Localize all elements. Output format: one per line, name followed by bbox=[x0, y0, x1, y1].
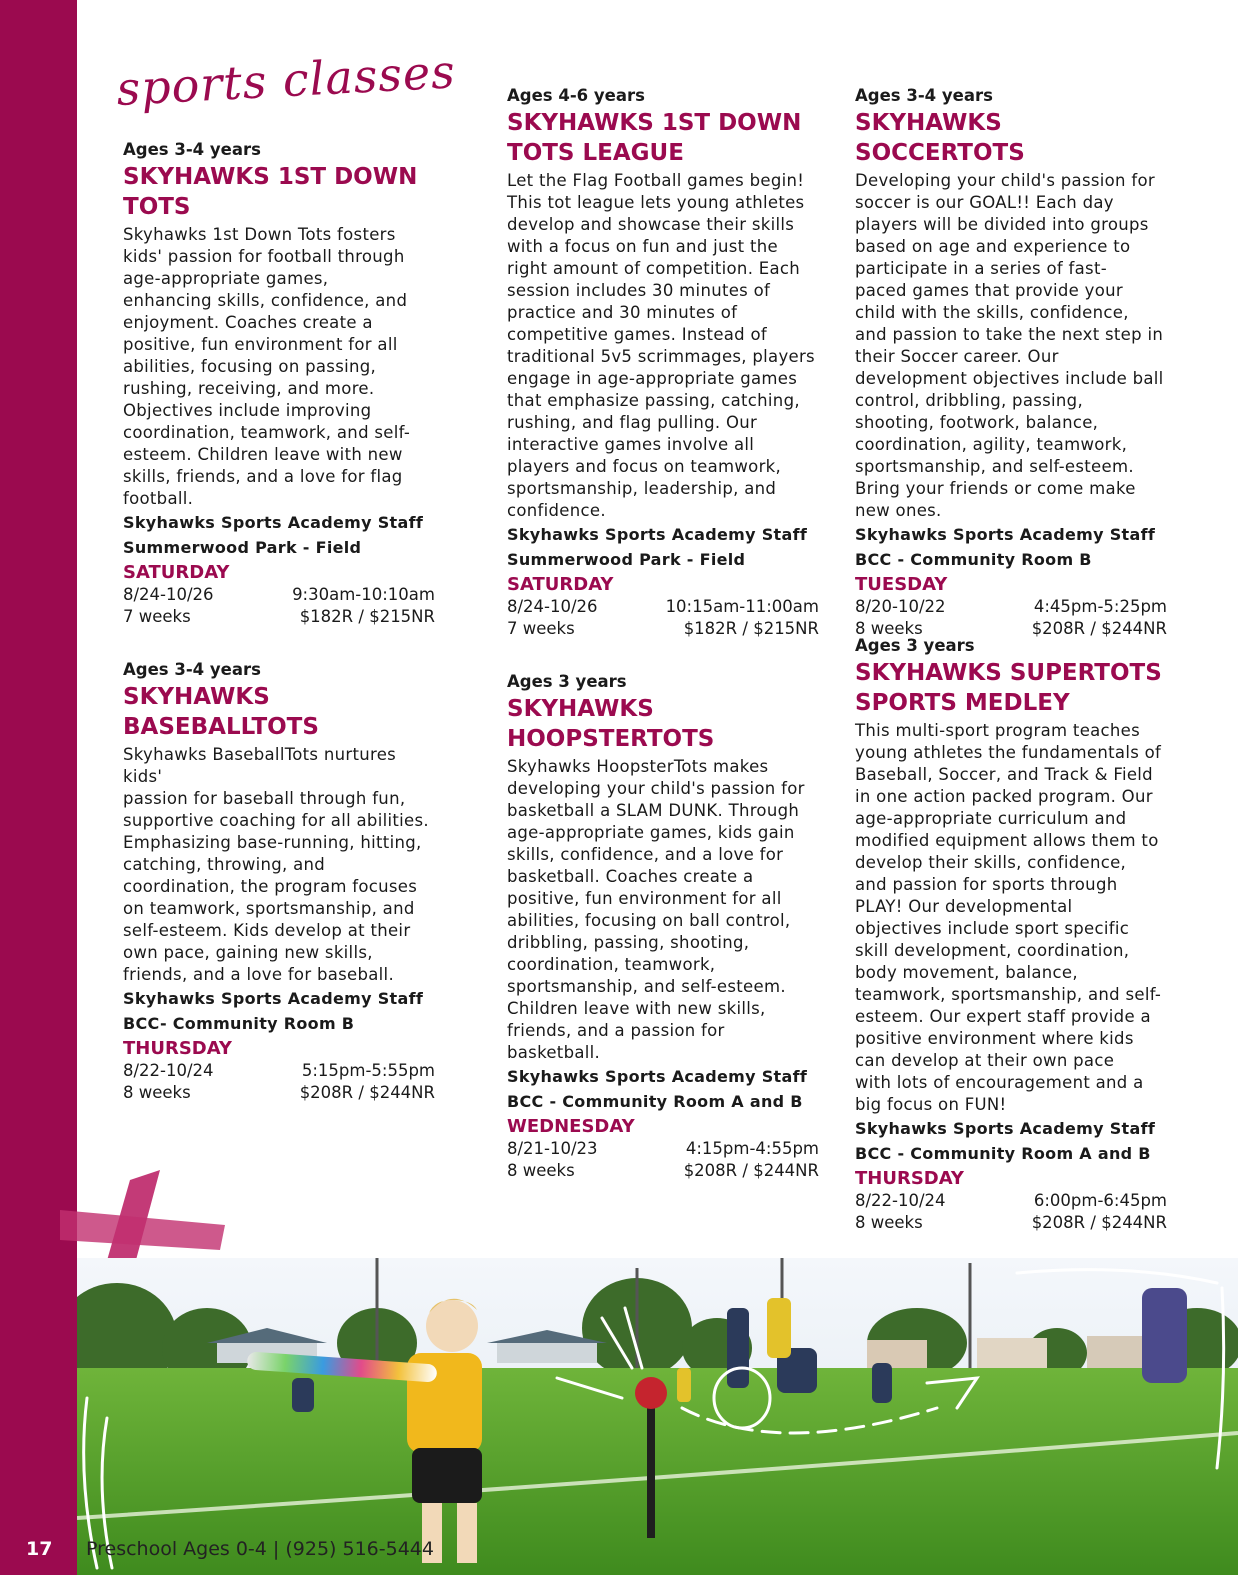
description-line: This multi-sport program teaches bbox=[855, 721, 1141, 740]
description-line: rushing, and flag pulling. Our bbox=[507, 413, 758, 432]
description-line: big focus on FUN! bbox=[855, 1095, 1007, 1114]
price-row bbox=[507, 618, 819, 640]
class-staff: Skyhawks Sports Academy Staff bbox=[855, 525, 1156, 544]
description-line: participate in a series of fast- bbox=[855, 259, 1107, 278]
class-name-line: SPORTS MEDLEY bbox=[855, 690, 1070, 716]
description-line: age-appropriate curriculum and bbox=[855, 809, 1127, 828]
description-line: This tot league lets young athletes bbox=[507, 193, 805, 212]
schedule-row bbox=[507, 596, 819, 618]
class-weeks: 8 weeks bbox=[123, 1083, 191, 1102]
description-line: development objectives include ball bbox=[855, 369, 1164, 388]
page-number: 17 bbox=[26, 1538, 53, 1560]
class-day: SATURDAY bbox=[123, 562, 230, 583]
description-line: developing your child's passion for bbox=[507, 779, 805, 798]
description-line: players will be divided into groups bbox=[855, 215, 1149, 234]
description-line: Skyhawks 1st Down Tots fosters bbox=[123, 225, 396, 244]
description-line: coordination, teamwork, and self- bbox=[123, 423, 411, 442]
class-weeks: 8 weeks bbox=[855, 619, 923, 638]
class-name bbox=[855, 108, 1167, 168]
description-line: modified equipment allows them to bbox=[855, 831, 1159, 850]
class-name-line: SKYHAWKS bbox=[507, 696, 654, 722]
schedule-row bbox=[507, 1138, 819, 1160]
description-line: Baseball, Soccer, and Track & Field bbox=[855, 765, 1153, 784]
description-line: coordination, the program focuses bbox=[123, 877, 418, 896]
schedule-row bbox=[123, 1060, 435, 1082]
description-line: traditional 5v5 scrimmages, players bbox=[507, 347, 815, 366]
description-line: friends, and a passion for bbox=[507, 1021, 725, 1040]
description-line: their Soccer career. Our bbox=[855, 347, 1059, 366]
description-line: enjoyment. Coaches create a bbox=[123, 313, 373, 332]
class-day: WEDNESDAY bbox=[507, 1116, 635, 1137]
class-weeks: 8 weeks bbox=[855, 1213, 923, 1232]
class-card bbox=[507, 86, 819, 640]
description-line: confidence. bbox=[507, 501, 606, 520]
description-line: engage in age-appropriate games bbox=[507, 369, 798, 388]
class-dates: 8/22-10/24 bbox=[123, 1061, 214, 1080]
description-line: soccer is our GOAL!! Each day bbox=[855, 193, 1114, 212]
class-location: Summerwood Park - Field bbox=[123, 538, 362, 557]
column-right bbox=[855, 86, 1167, 1236]
class-weeks: 8 weeks bbox=[507, 1161, 575, 1180]
description-line: on teamwork, sportsmanship, and bbox=[123, 899, 415, 918]
description-line: practice and 30 minutes of bbox=[507, 303, 738, 322]
description-line: friends, and a love for baseball. bbox=[123, 965, 394, 984]
description-line: Developing your child's passion for bbox=[855, 171, 1155, 190]
description-line: passion for baseball through fun, bbox=[123, 789, 406, 808]
schedule-row bbox=[123, 584, 435, 606]
class-name bbox=[855, 658, 1167, 718]
description-line: positive, fun environment for all bbox=[123, 335, 398, 354]
schedule-row bbox=[855, 596, 1167, 618]
schedule-row bbox=[855, 1190, 1167, 1212]
description-line: football. bbox=[123, 489, 194, 508]
class-name-line: TOTS bbox=[123, 194, 191, 220]
description-line: Bring your friends or come make bbox=[855, 479, 1136, 498]
class-location: BCC - Community Room A and B bbox=[507, 1092, 803, 1111]
description-line: Objectives include improving bbox=[123, 401, 372, 420]
class-day: THURSDAY bbox=[855, 1168, 964, 1189]
description-line: basketball. Coaches create a bbox=[507, 867, 754, 886]
price-row bbox=[123, 606, 435, 628]
class-age: Ages 4-6 years bbox=[507, 86, 645, 105]
class-name bbox=[123, 682, 435, 742]
description-line: PLAY! Our developmental bbox=[855, 897, 1073, 916]
class-age: Ages 3 years bbox=[507, 672, 627, 691]
class-price: $208R / $244NR bbox=[1031, 619, 1167, 638]
page-title: sports classes bbox=[115, 44, 457, 117]
description-line: session includes 30 minutes of bbox=[507, 281, 771, 300]
class-name bbox=[123, 162, 435, 222]
description-line: coordination, teamwork, bbox=[507, 955, 716, 974]
footer-contact: Preschool Ages 0-4 | (925) 516-5444 bbox=[86, 1538, 434, 1560]
description-line: own pace, gaining new skills, bbox=[123, 943, 373, 962]
description-line: Skyhawks BaseballTots nurtures kids' bbox=[123, 745, 397, 786]
class-day: SATURDAY bbox=[507, 574, 614, 595]
class-description bbox=[855, 170, 1167, 522]
class-weeks: 7 weeks bbox=[507, 619, 575, 638]
sidebar-band bbox=[0, 0, 77, 1575]
class-age: Ages 3-4 years bbox=[123, 660, 261, 679]
description-line: coordination, agility, teamwork, bbox=[855, 435, 1128, 454]
tee-ball-photo bbox=[77, 1258, 1238, 1575]
description-line: interactive games involve all bbox=[507, 435, 755, 454]
class-name-line: SKYHAWKS SOCCERTOTS bbox=[855, 110, 1025, 166]
description-line: body movement, balance, bbox=[855, 963, 1078, 982]
description-line: develop and showcase their skills bbox=[507, 215, 795, 234]
description-line: with a focus on fun and just the bbox=[507, 237, 778, 256]
class-age: Ages 3 years bbox=[855, 636, 975, 655]
description-line: positive environment where kids bbox=[855, 1029, 1134, 1048]
description-line: teamwork, sportsmanship, and self- bbox=[855, 985, 1162, 1004]
class-description bbox=[123, 224, 435, 510]
description-line: Skyhawks HoopsterTots makes bbox=[507, 757, 769, 776]
description-line: players and focus on teamwork, bbox=[507, 457, 782, 476]
class-price: $182R / $215NR bbox=[683, 619, 819, 638]
description-line: esteem. Children leave with new bbox=[123, 445, 403, 464]
description-line: objectives include sport specific bbox=[855, 919, 1130, 938]
description-line: and passion for sports through bbox=[855, 875, 1118, 894]
description-line: self-esteem. Kids develop at their bbox=[123, 921, 411, 940]
description-line: shooting, footwork, balance, bbox=[855, 413, 1099, 432]
price-row bbox=[507, 1160, 819, 1182]
description-line: age-appropriate games, bbox=[123, 269, 329, 288]
description-line: sportsmanship, and self-esteem. bbox=[855, 457, 1134, 476]
class-staff: Skyhawks Sports Academy Staff bbox=[855, 1119, 1156, 1138]
class-price: $208R / $244NR bbox=[299, 1083, 435, 1102]
description-line: competitive games. Instead of bbox=[507, 325, 768, 344]
class-name-line: TOTS LEAGUE bbox=[507, 140, 684, 166]
description-line: child with the skills, confidence, bbox=[855, 303, 1129, 322]
class-card bbox=[855, 636, 1167, 1234]
description-line: age-appropriate games, kids gain bbox=[507, 823, 795, 842]
column-middle bbox=[507, 86, 819, 1186]
class-staff: Skyhawks Sports Academy Staff bbox=[507, 525, 808, 544]
description-line: dribbling, passing, shooting, bbox=[507, 933, 750, 952]
class-price: $182R / $215NR bbox=[299, 607, 435, 626]
class-name-line: SKYHAWKS bbox=[123, 684, 270, 710]
class-name-line: SKYHAWKS 1ST DOWN bbox=[123, 164, 418, 190]
class-staff: Skyhawks Sports Academy Staff bbox=[507, 1067, 808, 1086]
description-line: Let the Flag Football games begin! bbox=[507, 171, 805, 190]
class-weeks: 7 weeks bbox=[123, 607, 191, 626]
description-line: Children leave with new skills, bbox=[507, 999, 766, 1018]
class-day: THURSDAY bbox=[123, 1038, 232, 1059]
description-line: develop their skills, confidence, bbox=[855, 853, 1127, 872]
class-staff: Skyhawks Sports Academy Staff bbox=[123, 989, 424, 1008]
description-line: Emphasizing base-running, hitting, bbox=[123, 833, 422, 852]
description-line: young athletes the fundamentals of bbox=[855, 743, 1162, 762]
class-day: TUESDAY bbox=[855, 574, 948, 595]
class-name-line: BASEBALLTOTS bbox=[123, 714, 319, 740]
class-name bbox=[507, 108, 819, 168]
description-line: sportsmanship, leadership, and bbox=[507, 479, 777, 498]
class-name-line: SKYHAWKS SUPERTOTS bbox=[855, 660, 1162, 686]
class-description bbox=[507, 756, 819, 1064]
description-line: and passion to take the next step in bbox=[855, 325, 1164, 344]
description-line: rushing, receiving, and more. bbox=[123, 379, 375, 398]
description-line: right amount of competition. Each bbox=[507, 259, 801, 278]
class-time: 4:15pm-4:55pm bbox=[685, 1139, 819, 1158]
description-line: catching, throwing, and bbox=[123, 855, 326, 874]
class-dates: 8/20-10/22 bbox=[855, 597, 946, 616]
class-price: $208R / $244NR bbox=[1031, 1213, 1167, 1232]
class-description bbox=[507, 170, 819, 522]
photo-scene bbox=[77, 1258, 1238, 1575]
class-dates: 8/24-10/26 bbox=[123, 585, 214, 604]
description-line: basketball. bbox=[507, 1043, 601, 1062]
description-line: skills, confidence, and a love for bbox=[507, 845, 784, 864]
description-line: supportive coaching for all abilities. bbox=[123, 811, 429, 830]
class-dates: 8/21-10/23 bbox=[507, 1139, 598, 1158]
description-line: skill development, coordination, bbox=[855, 941, 1130, 960]
class-time: 10:15am-11:00am bbox=[665, 597, 819, 616]
class-card bbox=[507, 672, 819, 1182]
description-line: that emphasize passing, catching, bbox=[507, 391, 800, 410]
class-location: BCC - Community Room B bbox=[855, 550, 1092, 569]
description-line: abilities, focusing on ball control, bbox=[507, 911, 791, 930]
description-line: in one action packed program. Our bbox=[855, 787, 1153, 806]
price-row bbox=[123, 1082, 435, 1104]
class-name-line: HOOPSTERTOTS bbox=[507, 726, 715, 752]
description-line: abilities, focusing on passing, bbox=[123, 357, 377, 376]
description-line: enhancing skills, confidence, and bbox=[123, 291, 408, 310]
column-left bbox=[123, 140, 435, 1190]
description-line: based on age and experience to bbox=[855, 237, 1131, 256]
class-staff: Skyhawks Sports Academy Staff bbox=[123, 513, 424, 532]
class-time: 5:15pm-5:55pm bbox=[301, 1061, 435, 1080]
class-location: BCC- Community Room B bbox=[123, 1014, 355, 1033]
description-line: new ones. bbox=[855, 501, 942, 520]
description-line: esteem. Our expert staff provide a bbox=[855, 1007, 1151, 1026]
class-price: $208R / $244NR bbox=[683, 1161, 819, 1180]
class-name bbox=[507, 694, 819, 754]
class-time: 6:00pm-6:45pm bbox=[1033, 1191, 1167, 1210]
class-age: Ages 3-4 years bbox=[123, 140, 261, 159]
class-card bbox=[123, 140, 435, 628]
description-line: skills, friends, and a love for flag bbox=[123, 467, 403, 486]
description-line: paced games that provide your bbox=[855, 281, 1123, 300]
class-card bbox=[855, 86, 1167, 640]
description-line: positive, fun environment for all bbox=[507, 889, 782, 908]
class-location: Summerwood Park - Field bbox=[507, 550, 746, 569]
class-dates: 8/22-10/24 bbox=[855, 1191, 946, 1210]
class-card bbox=[123, 660, 435, 1104]
class-location: BCC - Community Room A and B bbox=[855, 1144, 1151, 1163]
description-line: can develop at their own pace bbox=[855, 1051, 1115, 1070]
class-time: 4:45pm-5:25pm bbox=[1033, 597, 1167, 616]
class-dates: 8/24-10/26 bbox=[507, 597, 598, 616]
class-age: Ages 3-4 years bbox=[855, 86, 993, 105]
description-line: basketball a SLAM DUNK. Through bbox=[507, 801, 800, 820]
class-time: 9:30am-10:10am bbox=[292, 585, 435, 604]
class-name-line: SKYHAWKS 1ST DOWN bbox=[507, 110, 802, 136]
description-line: control, dribbling, passing, bbox=[855, 391, 1083, 410]
description-line: kids' passion for football through bbox=[123, 247, 405, 266]
description-line: with lots of encouragement and a bbox=[855, 1073, 1144, 1092]
class-description bbox=[855, 720, 1167, 1116]
description-line: sportsmanship, and self-esteem. bbox=[507, 977, 786, 996]
price-row bbox=[855, 1212, 1167, 1234]
class-description bbox=[123, 744, 435, 986]
